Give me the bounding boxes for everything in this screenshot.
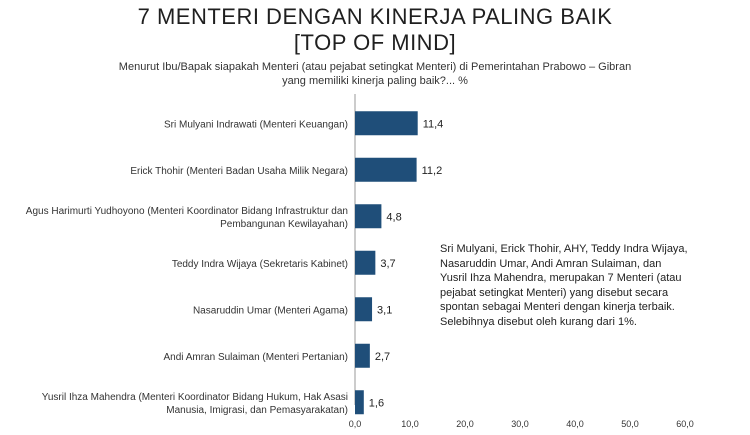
bar-value-label: 3,1 — [377, 304, 393, 317]
chart-title-line2: [TOP OF MIND] — [293, 30, 457, 55]
category-label: Pembangunan Kewilayahan) — [220, 218, 348, 230]
subtitle-line2: yang memiliki kinerja paling baik?... % — [282, 75, 468, 87]
category-label: Teddy Indra Wijaya (Sekretaris Kabinet) — [171, 258, 348, 270]
category-label: Yusril Ihza Mahendra (Menteri Koordinator Bidang Hukum, Hak Asasi — [41, 391, 348, 403]
x-tick-label: 50,0 — [621, 419, 639, 429]
category-label: Manusia, Imigrasi, dan Pemasyarakatan) — [166, 404, 348, 416]
bar — [355, 251, 375, 275]
category-label: Andi Amran Sulaiman (Menteri Pertanian) — [163, 351, 348, 363]
bar — [355, 297, 372, 321]
bar — [355, 390, 364, 414]
chart-title-line1: 7 MENTERI DENGAN KINERJA PALING BAIK — [137, 4, 613, 29]
category-label: Nasaruddin Umar (Menteri Agama) — [192, 305, 348, 317]
bar-value-label: 11,2 — [421, 164, 443, 177]
category-label: Agus Harimurti Yudhoyono (Menteri Koordinator Bidang Infrastruktur dan — [25, 205, 348, 217]
annotation-note: Sri Mulyani, Erick Thohir, AHY, Teddy Indra Wijaya, Nasaruddin Umar, Andi Amran Sulaiman, dan Yusril Ihza Mahendra, merupakan 7 Menteri (atau pejabat setingkat Menteri) yang disebut secara spontan sebagai Menteri dengan kinerja terbaik. Selebihnya disebut oleh kurang dari 1%. — [440, 243, 688, 328]
x-tick-label: 0,0 — [348, 419, 362, 429]
x-tick-label: 10,0 — [401, 419, 419, 429]
bar — [355, 344, 370, 368]
x-tick-label: 40,0 — [566, 419, 584, 429]
bar-value-label: 11,4 — [422, 118, 444, 131]
bar — [355, 111, 418, 135]
bar-value-label: 2,7 — [374, 350, 391, 363]
x-tick-label: 30,0 — [511, 419, 529, 429]
category-label: Erick Thohir (Menteri Badan Usaha Milik Negara) — [130, 165, 348, 177]
bar-value-label: 4,8 — [386, 211, 402, 224]
bar — [355, 204, 381, 228]
category-label: Sri Mulyani Indrawati (Menteri Keuangan) — [164, 119, 348, 131]
bar-value-label: 1,6 — [368, 397, 385, 410]
bar — [355, 158, 417, 182]
subtitle-line1: Menurut Ibu/Bapak siapakah Menteri (atau pejabat setingkat Menteri) di Pemerintahan Prabowo – Gibran — [118, 61, 632, 73]
x-tick-label: 20,0 — [456, 419, 474, 429]
x-tick-label: 60,0 — [676, 419, 694, 429]
bar-value-label: 3,7 — [380, 257, 396, 270]
